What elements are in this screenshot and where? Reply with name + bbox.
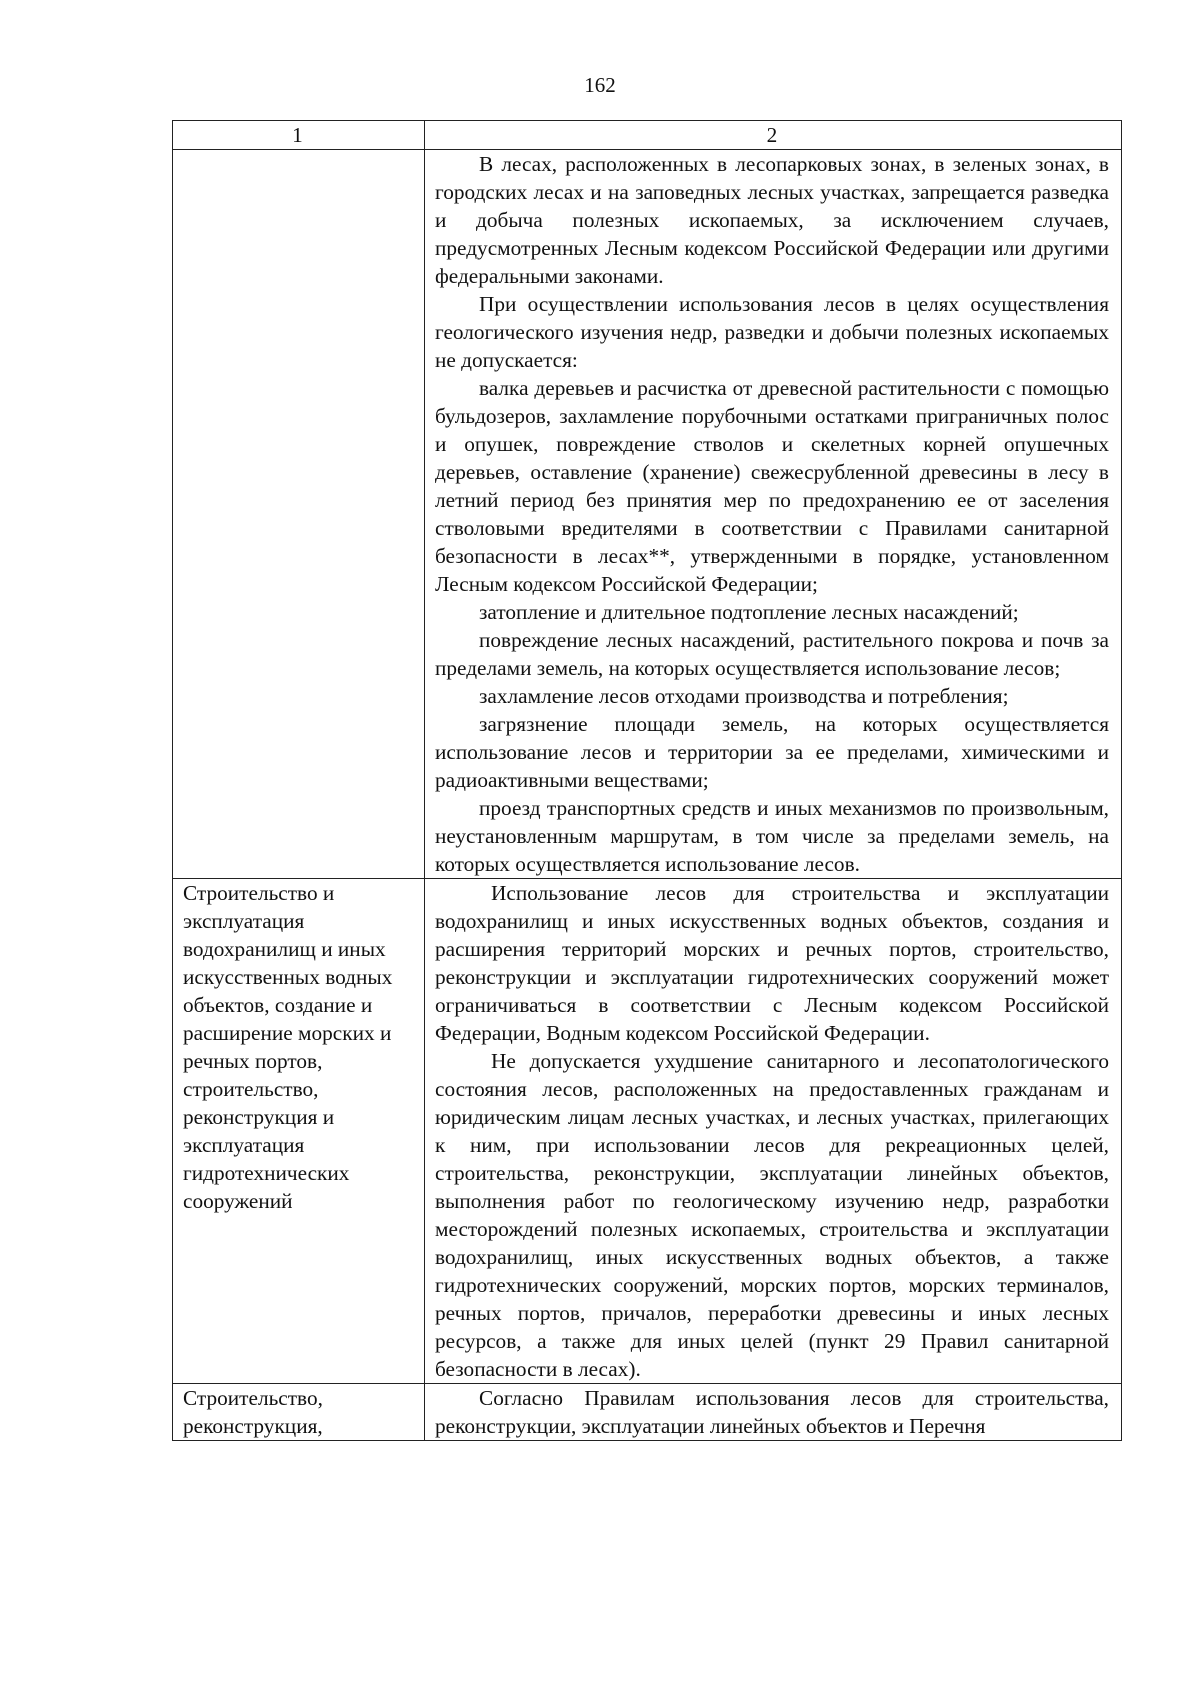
paragraph: валка деревьев и расчистка от древесной растительности с помощью бульдозеров, захламление порубочными остатками приграничных полос и опушек, повреждение стволов и скелетных корней опушечных деревьев, оставление (хранение) свежесрубленной древесины в лесу в летний период без принятия мер по предохранению ее от заселения стволовыми вредителями в соответствии с Правилами санитарной безопасности в лесах**, утвержденными в порядке, установленном Лесным кодексом Российской Федерации; — [435, 376, 1109, 596]
row1-col1 — [173, 150, 425, 879]
paragraph: захламление лесов отходами производства и потребления; — [479, 684, 1009, 708]
row3-col2 — [425, 1384, 1122, 1441]
page-number: 162 — [584, 73, 616, 97]
row3-col1 — [173, 1384, 425, 1441]
paragraph: В лесах, расположенных в лесопарковых зонах, в зеленых зонах, в городских лесах и на заповедных лесных участках, запрещается разведка и добыча полезных ископаемых, за исключением случаев, предусмотренных Лесным кодексом Российской Федерации или другими федеральными законами. — [435, 152, 1109, 288]
row3-col2-clip — [435, 1384, 1109, 1440]
row2-col2 — [425, 879, 1122, 1384]
header-col-1: 1 — [173, 121, 425, 150]
paragraph: При осуществлении использования лесов в целях осуществления геологического изучения недр, разведки и добычи полезных ископаемых не допускается: — [435, 292, 1109, 372]
paragraph: загрязнение площади земель, на которых осуществляется использование лесов и территории за ее пределами, химическими и радиоактивными веществами; — [435, 712, 1109, 792]
paragraph: Не допускается ухудшение санитарного и лесопатологического состояния лесов, расположенных на предоставленных гражданам и юридическим лицам лесных участках, и лесных участках, прилегающих к ним, при использовании лесов для рекреационных целей, строительства, реконструкции, эксплуатации линейных объектов, выполнения работ по геологическому изучению недр, разработки месторождений полезных ископаемых, строительства и эксплуатации водохранилищ, иных искусственных водных объектов, а также гидротехнических сооружений, морских портов, морских терминалов, речных портов, причалов, переработки древесины и иных лесных ресурсов, а также для иных целей (пункт 29 Правил санитарной безопасности в лесах). — [435, 1049, 1109, 1381]
paragraph: Использование лесов для строительства и эксплуатации водохранилищ и иных искусственных водных объектов, создания и расширения территорий морских и речных портов, строительство, реконструкции и эксплуатации гидротехнических сооружений может ограничиваться в соответствии с Лесным кодексом Российской Федерации, Водным кодексом Российской Федерации. — [435, 881, 1109, 1045]
table-row — [173, 150, 1122, 879]
row1-col2 — [425, 150, 1122, 879]
paragraph: затопление и длительное подтопление лесных насаждений; — [479, 600, 1019, 624]
main-table — [172, 120, 1122, 1441]
table-row — [173, 879, 1122, 1384]
paragraph: проезд транспортных средств и иных механизмов по произвольным, неустановленным маршрутам, в том числе за пределами земель, на которых осуществляется использование лесов. — [435, 796, 1109, 876]
header-col-2: 2 — [425, 121, 1122, 150]
row3-col1-text: Строительство, реконструкция, — [183, 1386, 323, 1438]
paragraph: повреждение лесных насаждений, растительного покрова и почв за пределами земель, на которых осуществляется использование лесов; — [435, 628, 1109, 680]
row2-col1: Строительство и эксплуатация водохранилищ и иных искусственных водных объектов, создание и расширение морских и речных портов, строительство, реконструкция и эксплуатация гидротехнических сооружений — [173, 879, 425, 1384]
table-header-row — [173, 121, 1122, 150]
paragraph: Согласно Правилам использования лесов для строительства, реконструкции, эксплуатации линейных объектов и Перечня — [435, 1386, 1109, 1438]
table-row — [173, 1384, 1122, 1441]
